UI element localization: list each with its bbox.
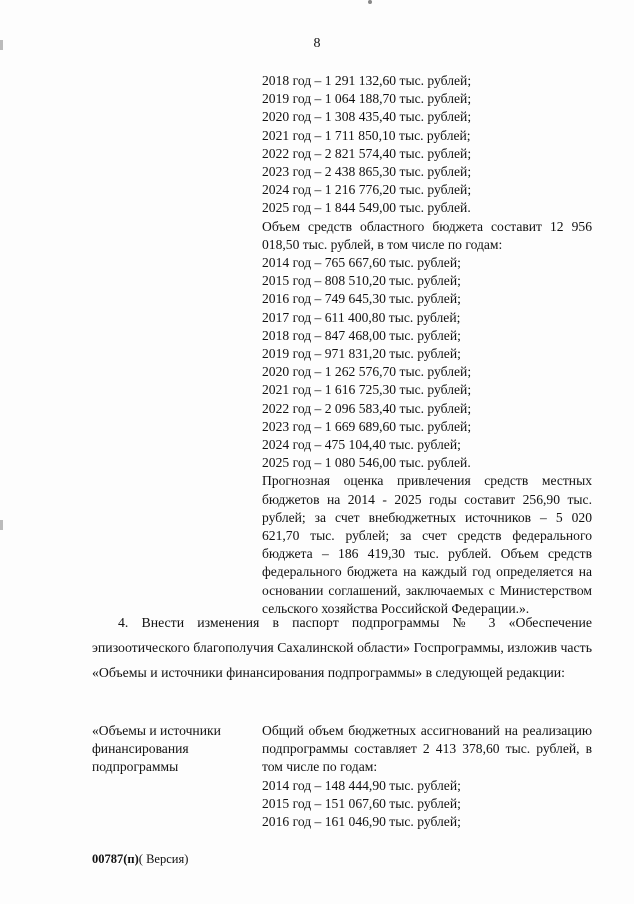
year-line: 2024 год – 1 216 776,20 тыс. рублей; [262, 182, 472, 198]
year-line: 2014 год – 765 667,60 тыс. рублей; [262, 255, 461, 271]
year-line: 2018 год – 1 291 132,60 тыс. рублей; [262, 73, 472, 88]
year-line: 2017 год – 611 400,80 тыс. рублей; [262, 309, 461, 325]
year-line: 2022 год – 2 096 583,40 тыс. рублей; [262, 400, 472, 416]
document-code: 00787(п) [92, 852, 139, 866]
scan-mark [368, 0, 372, 4]
year-line: 2016 год – 161 046,90 тыс. рублей; [262, 814, 461, 830]
year-line: 2021 год – 1 616 725,30 тыс. рублей; [262, 382, 472, 398]
year-line: 2023 год – 1 669 689,60 тыс. рублей; [262, 418, 472, 434]
year-line: 2015 год – 151 067,60 тыс. рублей; [262, 795, 461, 811]
funding-column [262, 72, 592, 618]
table-left-label: «Объемы и источники финансирования подпрограммы [92, 723, 221, 775]
regional-budget-intro: Объем средств областного бюджета составит 12 956 018,50 тыс. рублей, в том числе по годам: [262, 218, 592, 252]
year-line: 2014 год – 148 444,90 тыс. рублей; [262, 777, 461, 793]
year-line: 2023 год – 2 438 865,30 тыс. рублей; [262, 164, 472, 180]
table-right-cell [262, 722, 592, 831]
year-line: 2025 год – 1 080 546,00 тыс. рублей. [262, 455, 471, 471]
year-line: 2020 год – 1 262 576,70 тыс. рублей; [262, 364, 472, 380]
year-line: 2022 год – 2 821 574,40 тыс. рублей; [262, 145, 472, 161]
document-version: ( Версия) [138, 852, 189, 866]
document-footer [92, 852, 188, 867]
year-line: 2019 год – 971 831,20 тыс. рублей; [262, 346, 461, 362]
year-line: 2015 год – 808 510,20 тыс. рублей; [262, 273, 461, 289]
year-line: 2018 год – 847 468,00 тыс. рублей; [262, 327, 461, 343]
subprogram-total-intro: Общий объем бюджетных ассигнований на реализацию подпрограммы составляет 2 413 378,60 тыс. рублей, в том числе по годам: [262, 723, 592, 775]
year-line: 2024 год – 475 104,40 тыс. рублей; [262, 437, 461, 453]
year-line: 2025 год – 1 844 549,00 тыс. рублей. [262, 200, 471, 216]
year-line: 2020 год – 1 308 435,40 тыс. рублей; [262, 109, 472, 125]
forecast-paragraph: Прогнозная оценка привлечения средств местных бюджетов на 2014 - 2025 годы составит 256,90 тыс. рублей; за счет внебюджетных источников – 5 020 621,70 тыс. рублей; за счет средств федерального бюджета – 186 419,30 тыс. рублей. Объем средств федерального бюджета на каждый год определяется на основании соглашений, заключаемых с Министерством сельского хозяйства Российской Федерации.». [262, 473, 592, 616]
year-line: 2021 год – 1 711 850,10 тыс. рублей; [262, 127, 471, 143]
scan-edge-mark [0, 520, 3, 530]
item-4-paragraph: 4. Внести изменения в паспорт подпрограммы № 3 «Обеспечение эпизоотического благополучия Сахалинской области» Госпрограммы, изложив часть «Объемы и источники финансирования подпрограммы» в следующей редакции: [92, 615, 592, 680]
year-line: 2019 год – 1 064 188,70 тыс. рублей; [262, 91, 472, 107]
page-number: 8 [313, 36, 321, 51]
year-line: 2016 год – 749 645,30 тыс. рублей; [262, 291, 461, 307]
